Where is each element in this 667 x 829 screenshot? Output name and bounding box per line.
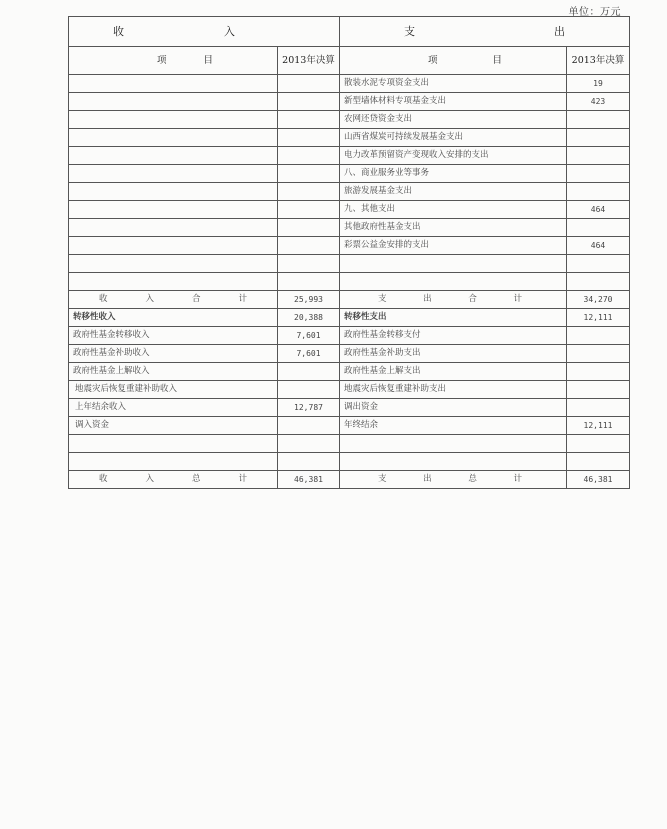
- table-row: 新型墙体材料专项基金支出 423: [69, 93, 630, 111]
- table-row: 调入资金 年终结余 12,111: [69, 417, 630, 435]
- column-header-row: [69, 47, 630, 75]
- table-row: 电力改革预留资产变现收入安排的支出: [69, 147, 630, 165]
- income-budget-header: 2013年决算: [278, 47, 340, 75]
- expense-section-header: 支 出: [340, 17, 630, 47]
- table-row: 上年结余收入 12,787 调出资金: [69, 399, 630, 417]
- unit-label: 单位：万元: [568, 7, 621, 18]
- expense-item-header: 项 目: [340, 47, 567, 75]
- subtotal-row: [69, 291, 630, 309]
- expense-subtotal-value: 34,270: [567, 291, 630, 309]
- income-section-header: 收 入: [69, 17, 340, 47]
- empty-row: [69, 435, 630, 453]
- expense-budget-header: 2013年决算: [567, 47, 630, 75]
- table-row: 九、其他支出 464: [69, 201, 630, 219]
- table-row: 其他政府性基金支出: [69, 219, 630, 237]
- expense-subtotal-label: 支 出 合 计: [340, 291, 567, 309]
- income-subtotal-value: 25,993: [278, 291, 340, 309]
- table-row: 政府性基金补助收入 7,601 政府性基金补助支出: [69, 345, 630, 363]
- table-row: 政府性基金转移收入 7,601 政府性基金转移支付: [69, 327, 630, 345]
- grand-total-row: [69, 471, 630, 489]
- income-grand-total-label: 收 入 总 计: [69, 471, 278, 489]
- table-row: 散装水泥专项资金支出 19: [69, 75, 630, 93]
- table-row: 旅游发展基金支出: [69, 183, 630, 201]
- empty-row: [69, 255, 630, 273]
- income-item-header: 项 目: [69, 47, 278, 75]
- table-row: 彩票公益金安排的支出 464: [69, 237, 630, 255]
- income-subtotal-label: 收 入 合 计: [69, 291, 278, 309]
- empty-row: [69, 273, 630, 291]
- section-header-row: [69, 17, 630, 47]
- expense-grand-total-label: 支 出 总 计: [340, 471, 567, 489]
- table-row: 地震灾后恢复重建补助收入 地震灾后恢复重建补助支出: [69, 381, 630, 399]
- table-row: 农网还贷资金支出: [69, 111, 630, 129]
- table-row: 八、商业服务业等事务: [69, 165, 630, 183]
- empty-row: [69, 453, 630, 471]
- table-row: 山西省煤炭可持续发展基金支出: [69, 129, 630, 147]
- table-row: 政府性基金上解收入 政府性基金上解支出: [69, 363, 630, 381]
- fund-budget-table: [68, 16, 630, 489]
- income-grand-total-value: 46,381: [278, 471, 340, 489]
- expense-grand-total-value: 46,381: [567, 471, 630, 489]
- table-row: 转移性收入 20,388 转移性支出 12,111: [69, 309, 630, 327]
